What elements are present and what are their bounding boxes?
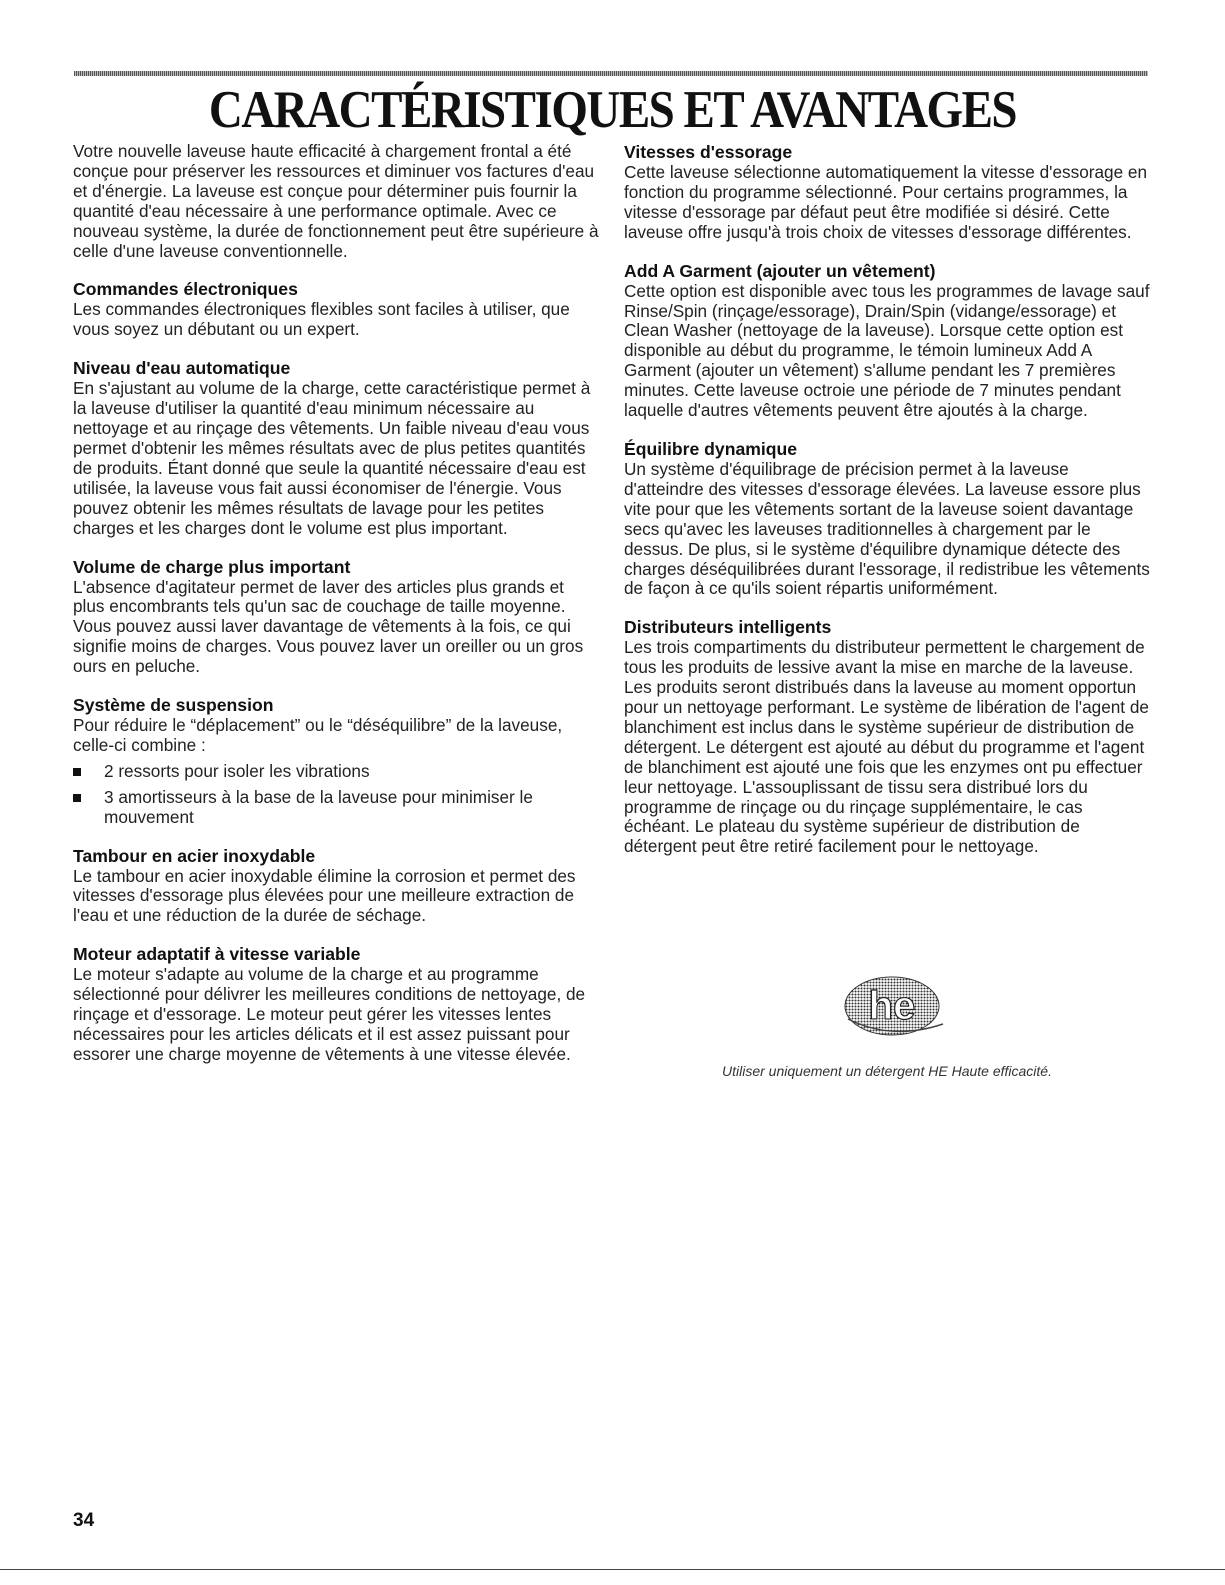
- section-suspension: [73, 695, 599, 828]
- section-heading: Commandes électroniques: [73, 279, 298, 300]
- section-body: Pour réduire le “déplacement” ou le “déséquilibre” de la laveuse, celle-ci combine :: [73, 715, 563, 755]
- section-distributeurs: [624, 617, 1150, 857]
- section-body: Cette option est disponible avec tous les programmes de lavage sauf Rinse/Spin (rinçage/essorage), Drain/Spin (vidange/essorage) et Clean Washer (nettoyage de la laveuse). Lorsque cette option est disponible au début du programme, le témoin lumineux Add A Garment (ajouter un vêtement) s'allume pendant les 7 premières minutes. Cette laveuse octroie une période de 7 minutes pendant laquelle d'autres vêtements peuvent être ajoutés à la charge.: [624, 280, 1150, 421]
- list-item: [73, 788, 599, 828]
- section-body: Le tambour en acier inoxydable élimine la corrosion et permet des vitesses d'essorage plus élevées pour une meilleure extraction de l'eau et une réduction de la durée de séchage.: [73, 865, 576, 926]
- section-heading: Équilibre dynamique: [624, 438, 798, 459]
- section-body: En s'ajustant au volume de la charge, cette caractéristique permet à la laveuse d'utiliser la quantité d'eau minimum nécessaire au nettoyage et au rinçage des vêtements. Un faible niveau d'eau vous permet d'obtenir les mêmes résultats avec de plus petites quantités de produits. Étant donné que seule la quantité nécessaire d'eau est utilisée, la laveuse vous fait aussi économiser de l'énergie. Vous pouvez obtenir les mêmes résultats de lavage pour les petites charges et les charges dont le volume est plus important.: [73, 378, 591, 538]
- page-title: CARACTÉRISTIQUES ET AVANTAGES: [208, 81, 1017, 140]
- section-vitesses: [624, 142, 1150, 243]
- logo-caption: Utiliser uniquement un détergent HE Haute efficacité.: [722, 1063, 1052, 1079]
- list-item-text: 2 ressorts pour isoler les vibrations: [104, 760, 370, 781]
- section-heading: Add A Garment (ajouter un vêtement): [624, 260, 936, 281]
- list-item: [73, 762, 599, 782]
- page-number: 34: [73, 1510, 95, 1531]
- intro-section: [73, 142, 599, 261]
- section-body: Cette laveuse sélectionne automatiquement la vitesse d'essorage en fonction du programme sélectionné. Pour certains programmes, la vitesse d'essorage par défaut peut être modifiée si désiré. Cette laveuse offre jusqu'à trois choix de vitesses d'essorage différentes.: [624, 162, 1148, 242]
- section-niveau-eau: [73, 358, 599, 538]
- top-rule: [74, 71, 1148, 76]
- bullet-list: [73, 762, 599, 828]
- section-add-garment: [624, 261, 1150, 421]
- section-heading: Volume de charge plus important: [73, 556, 351, 577]
- section-body: Un système d'équilibrage de précision permet à la laveuse d'atteindre des vitesses d'essorage élevées. La laveuse essore plus vite pour que les vêtements sortant de la laveuse soient davantage secs qu'avec les laveuses traditionnelles à chargement par le dessus. De plus, si le système d'équilibre dynamique détecte des charges déséquilibrées durant l'essorage, il redistribue les vêtements de façon à ce qu'ils soient répartis uniformément.: [624, 458, 1150, 599]
- section-moteur: [73, 944, 599, 1065]
- section-tambour: [73, 846, 599, 927]
- he-logo-text: he: [868, 984, 916, 1028]
- section-heading: Moteur adaptatif à vitesse variable: [73, 944, 361, 965]
- square-bullet-icon: [73, 768, 81, 776]
- square-bullet-icon: [73, 794, 81, 802]
- section-body: Les commandes électroniques flexibles sont faciles à utiliser, que vous soyez un débutant ou un expert.: [73, 299, 570, 340]
- section-heading: Système de suspension: [73, 695, 274, 716]
- section-heading: Vitesses d'essorage: [624, 142, 793, 162]
- he-logo-icon: [842, 975, 946, 1041]
- section-body: Les trois compartiments du distributeur permettent le chargement de tous les produits de lessive avant la mise en marche de la laveuse. Les produits seront distribués dans la laveuse au moment opportun pour un nettoyage performant. Le système de libération de l'agent de blanchiment est inclus dans le système supérieur de distribution de détergent. Le détergent est ajouté au début du programme et l'agent de blanchiment est ajouté une fois que les enzymes ont pu effectuer leur nettoyage. L'assouplissant de tissu sera distribué lors du programme de rinçage ou du rinçage supplémentaire, le cas échéant. Le plateau du système supérieur de distribution de détergent peut être retiré facilement pour le nettoyage.: [624, 637, 1149, 857]
- right-column: [624, 142, 1150, 875]
- intro-paragraph: Votre nouvelle laveuse haute efficacité à chargement frontal a été conçue pour préserver les ressources et diminuer vos factures d'eau et d'énergie. La laveuse est conçue pour déterminer puis fournir la quantité d'eau nécessaire à une performance optimale. Avec ce nouveau système, la durée de fonctionnement peut être supérieure à celle d'une laveuse conventionnelle.: [73, 141, 599, 261]
- section-heading: Niveau d'eau automatique: [73, 358, 291, 379]
- section-commandes: [73, 279, 599, 340]
- bottom-rule: [0, 1569, 1225, 1570]
- section-body: Le moteur s'adapte au volume de la charge et au programme sélectionné pour délivrer les meilleures conditions de nettoyage, de rinçage et d'essorage. Le moteur peut gérer les vitesses lentes nécessaires pour les articles délicats et il est assez puissant pour essorer une charge moyenne de vêtements à une vitesse élevée.: [73, 964, 586, 1064]
- list-item-text: 3 amortisseurs à la base de la laveuse pour minimiser le mouvement: [104, 786, 533, 827]
- section-volume-charge: [73, 557, 599, 678]
- section-heading: Distributeurs intelligents: [624, 617, 832, 638]
- section-heading: Tambour en acier inoxydable: [73, 845, 316, 866]
- section-body: L'absence d'agitateur permet de laver des articles plus grands et plus encombrants tels qu'un sac de couchage de taille moyenne. Vous pouvez aussi laver davantage de vêtements à la fois, ce qui signifie moins de charges. Vous pouvez laver un oreiller ou un gros ours en peluche.: [73, 576, 584, 677]
- left-column: [73, 142, 599, 1083]
- section-equilibre: [624, 439, 1150, 599]
